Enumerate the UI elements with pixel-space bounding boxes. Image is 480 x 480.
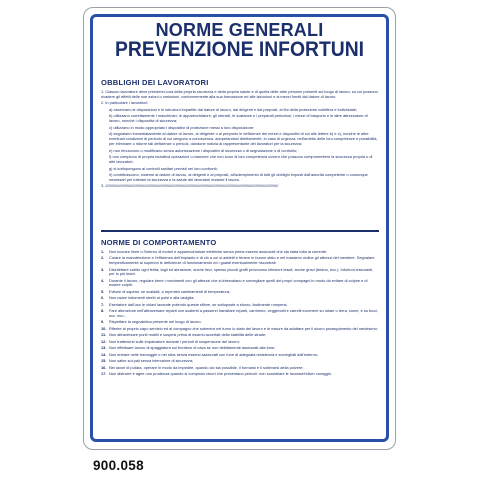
section1-paragraph-1: 1. Ciascun lavoratore deve prendersi cura della propria sicurezza e della propria salute e di quella delle altre persone presenti sul luogo di lavoro, su cui possono ricadere gli effetti delle sue azioni o omissioni, conformemente alla sua formazione ed alle istruzioni e ai mezzi forniti dal datore di lavoro. [101,89,378,99]
list-item: 6. Non usare indumenti strettì ai polsi e alla caviglia; [101,295,195,301]
list-item: 12. Non trattenersi sulle impalcature durante i periodi di sospensione del lavoro; [101,338,240,344]
section1-item: a) osservano le disposizioni e le istruzioni impartite dal datore di lavoro, dai dirigenti e dai preposti, ai fini della protezione collettiva e individuale; [109,106,358,112]
list-item: 17. Non distrarre e agire non prudenza quando si compiono lavori che presentano pericoli: non scambiare le lavoravi/ridiver coraggio. [101,371,332,377]
list-item: 16. Nei lavori di pulizia, operare in modo da impedire, quando ciò sia possibile, il formarsi e il sollevarsi della polvere; [101,364,304,370]
list-item: 4. Durante il lavoro, regolare bene i movimenti con gli attrezzi che si intercalano e sorvegliare quelli dei propri compagni in modo da evitare di colpire e di essere colpiti. [101,277,368,288]
section1-item: d) segnalano immediatamente al datore di lavoro, al dirigente o al preposto le deficienze dei mezzi e dispositivi di cui alle lettere b) e c), nonché le altre eventuali condizioni di pericolo di cui vengono a conoscenza, adoperandosi direttamente, in caso di urgenza, nell'ambito delle loro competenze e possibilità, per eliminare o ridurre tali deficienze o pericoli, dandone notizia al rappresentante dei lavoratori per la sicurezza; [109,131,378,147]
list-item: 5. Evitare di sapersi, se scaldati, a repentini cambiamenti di temperatura; [101,288,231,294]
sign-title-line1: NORME GENERALI [155,20,324,40]
list-item: 1. Non toccare linee o l'interno di motori e apparecchiature elettriche senza prima essersi assicurati che sia stata tolta la corrente. [101,249,328,254]
section2-list [101,250,379,379]
section1-body [101,90,379,191]
section1-item: c) utilizzano in modo appropriato i dispositivi di protezione messi a loro disposizione; [109,124,255,130]
sign-title-line2: PREVENZIONE INFORTUNI [114,38,365,61]
list-item: 11. Non attraversare punti mobili e sospesi prima di essersi accertati della stabilità delle strade; [101,332,267,338]
section1-item: g) si sottopongono ai controlli sanitari previsti nei loro confronti; [109,165,218,171]
section1-item: f) non compiono di propria iniziativa operazioni o manovre che non sono di loro competenza ovvero che possono compromettere la sicurezza propria o di altri lavoratori; [109,154,373,165]
list-item: 10. Riferire al proprio capo servizio ed al compagno che subentra nel turno lo stato del lavoro e le misure da adottare per il sicuro proseguimento del medesimo; [101,325,378,331]
section1-paragraph-2: 2. In particolare i lavoratori: [101,100,148,106]
list-item: 14. Non entrare nelle tramoggie o nei silos senza essersi assicurati con fune di adeguata resistenza e sorvegliati dall'esterno; [101,351,319,357]
section-divider [101,230,379,232]
list-item: 8. Fare attenzione nell'attraversare reparti ove scatenti a passerei transitare reparti, carrimmo, veggenotti e carrelli eccenerri su rotaie o terra, come, e su fucci, ecc. ecc.; [101,308,379,318]
section1-heading: OBBLIGHI DEI LAVORATORI [101,78,209,87]
section1-item: b) utilizzano correttamente i macchinari, le apparecchiature, gli utensili, le sostanze e i preparati pericolosi, i mezzi di trasporto e le altre attrezzature di lavoro, nonché i dispositivi di sicurezza; [109,113,368,124]
list-item: 7. Eseriatore dall'uso le chiavi lavorate potendo queste sfilme, se sottoposte a sforzo, facilmente rompersi; [101,301,288,307]
list-item: 9. Rispettare la segnaletica presente nel luogo di lavoro. [101,319,202,325]
section1-item: e) non rimuovono o modificano senza autorizzazione i dispositivi di sicurezza o di segnalazione o di controllo; [109,147,298,153]
section1-item: 3. //////////////////////////////////////////////////////////////////////////////////////////////////////////////////////////////////////////////////////////////// [101,184,279,189]
list-item: 13. Non effettuare lavoro di spaggiatura sul fronteno di cava se non debitamente assicurati alla fune; [101,345,276,351]
product-code: 900.058 [93,458,144,473]
list-item: 15. Non salire sui pali senza intervalore di sicurezza; [101,358,194,364]
list-item: 2. Curare la manutenzione e l'efficienza dell'impianto e di ciò a cui si addetti e tenere in buono stato e nel massimo ordine gli attrezzi del mestiere. Segnalare tempestivamente ai superiori le deficienze di funzionamento ed i guasti eventualmente riscontrati. [101,255,375,266]
section2-heading: NORME DI COMPORTAMENTO [101,238,217,247]
section1-item: h) contribuiscono, insieme al datore di lavoro, ai dirigenti e ai preposti, all'adempimento di tutti gli obblighi imposti dall'autorità competente o comunque necessari per tutelare la sicurezza e la salute dei lavoratori durante il lavoro. [109,172,368,182]
list-item: 3. Disinfettare subito ogni ferita; tagli ed abrasione, anche lievi, spesso piccoli graffi provocano infezioni lesali, anche gravi (tetano, ecc.). Infortuni lesionanti, per lo più lesivi. [101,266,374,277]
